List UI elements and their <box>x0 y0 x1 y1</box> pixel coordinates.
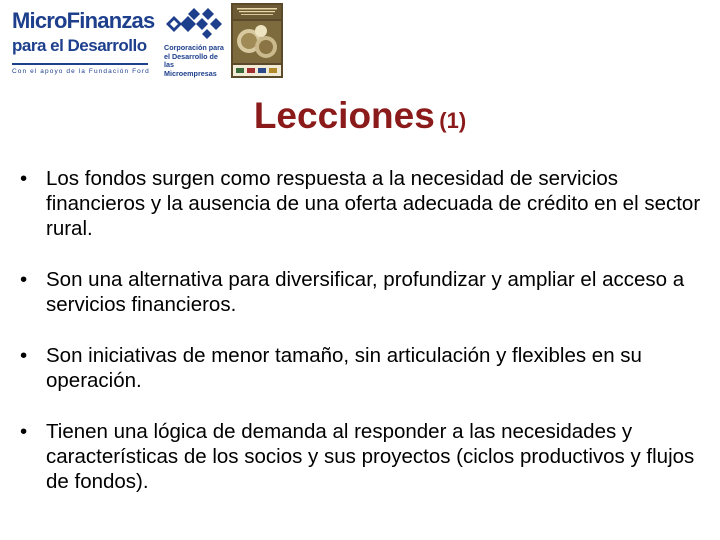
bullet-item <box>20 166 710 241</box>
bullet-text: Son iniciativas de menor tamaño, sin articulación y flexibles en su operación. <box>46 344 642 392</box>
slide-title <box>0 95 720 137</box>
microfinanzas-logo <box>10 6 155 78</box>
bullet-glyph: • <box>20 420 28 443</box>
microfinanzas-logo-rule <box>12 63 148 65</box>
bullet-item <box>20 343 710 393</box>
cpdm-logo-text: Corporación para el Desarrollo de las Microempresas <box>164 43 224 78</box>
bullet-glyph: • <box>20 344 28 367</box>
bullet-glyph: • <box>20 268 28 291</box>
bullet-text: Son una alternativa para diversificar, profundizar y ampliar el acceso a servicios financieros. <box>46 268 685 316</box>
bullet-item <box>20 419 710 494</box>
slide-title-main: Lecciones <box>253 95 435 136</box>
bullet-text: Los fondos surgen como respuesta a la necesidad de servicios financieros y la ausencia de una oferta adecuada de crédito en el sector rural. <box>46 167 701 240</box>
bullet-item <box>20 267 710 317</box>
bullet-text: Tienen una lógica de demanda al responder a las necesidades y características de los socios y sus proyectos (ciclos productivos y flujos de fondos). <box>46 420 695 493</box>
bullet-list <box>20 166 710 520</box>
microfinanzas-logo-subtitle: para el Desarrollo <box>12 36 147 55</box>
microfinanzas-logo-title: MicroFinanzas <box>12 8 155 33</box>
book-cover-icon <box>231 3 283 78</box>
bullet-glyph: • <box>20 167 28 190</box>
cpdm-logo <box>162 6 228 78</box>
slide-title-number: (1) <box>439 108 467 133</box>
microfinanzas-logo-tagline: Con el apoyo de la Fundación Ford <box>12 68 150 75</box>
diamond-grid-logo-icon <box>162 6 224 42</box>
